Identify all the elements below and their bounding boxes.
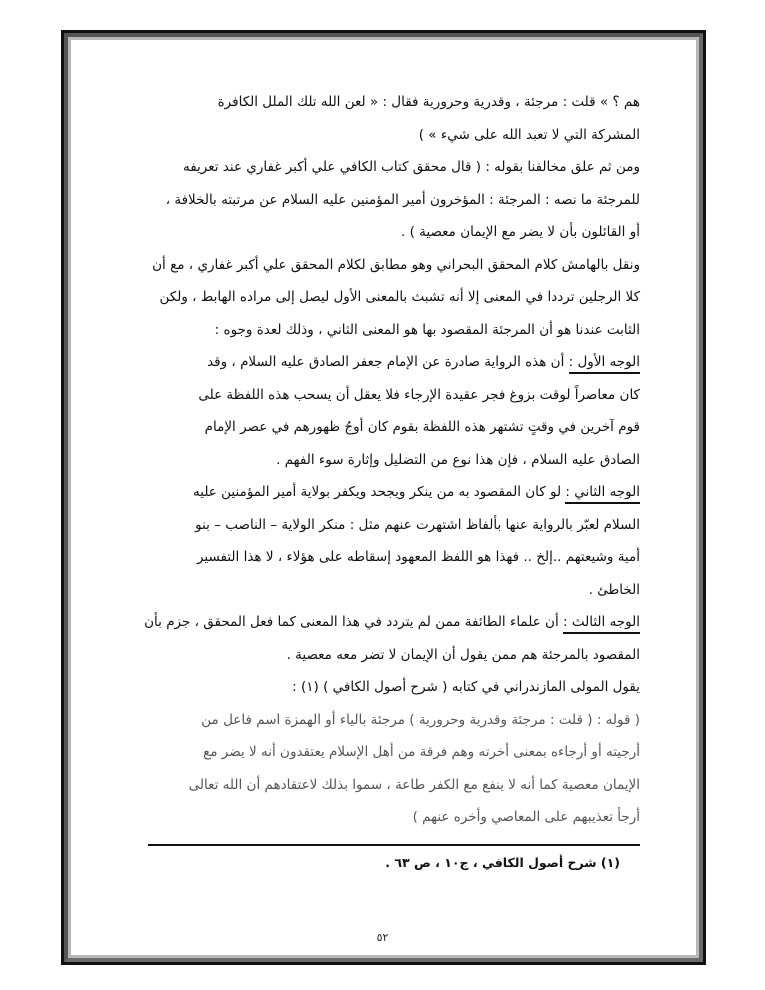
quote-line: الإيمان معصية كما أنه لا ينفع مع الكفر طاعة ، سموا بذلك لاعتقادهم أن الله تعالى (188, 776, 640, 793)
text-line: للمرجئة ما نصه : المرجئة : المؤخرون أمير المؤمنين عليه السلام عن مرتبته بالخلافة ، (165, 191, 640, 208)
first-reason-heading: الوجه الأول : (569, 354, 640, 374)
text-line: السلام لعبّر بالرواية عنها بألفاظ اشتهرت عنهم مثل : منكر الولاية – الناصب – بنو (195, 516, 640, 533)
citation-intro: يقول المولى المازندراني في كتابه ( شرح أصول الكافي ) (١) : (292, 679, 640, 695)
text-span: أن علماء الطائفة ممن لم يتردد في هذا المعنى كما فعل المحقق ، جزم بأن (144, 614, 559, 630)
text-line: الثابت عندنا هو أن المرجئة المقصود بها هو المعنى الثاني ، وذلك لعدة وجوه : (214, 321, 640, 338)
text-line: هم ؟ » قلت : مرجئة ، وقدرية وحرورية فقال : « لعن الله تلك الملل الكافرة (217, 94, 640, 110)
text-span: أن هذه الرواية صادرة عن الإمام جعفر الصادق عليه السلام ، وقد (207, 354, 565, 370)
text-line: المقصود بالمرجئة هم ممن يقول أن الإيمان لا تضر معه معصية . (286, 646, 640, 663)
quote-line: أرجيته أو أرجاءه بمعنى أخرته وهم فرقة من أهل الإسلام يعتقدون أنه لا يضر مع (203, 744, 640, 760)
footnote-divider (148, 844, 640, 846)
text-line: كلا الرجلين ترددا في المعنى إلا أنه تشبث بالمعنى الأول ليصل إلى مراده الهابط ، ولكن (159, 289, 640, 305)
third-reason-heading: الوجه الثالث : (563, 614, 640, 634)
text-span: لو كان المقصود به من ينكر ويجحد ويكفر بولاية أمير المؤمنين عليه (193, 484, 562, 500)
second-reason-line (148, 478, 640, 511)
text-line: ومن ثم علق مخالفنا بقوله : ( قال محقق كتاب الكافي علي أكبر غفاري عند تعريفه (182, 159, 640, 175)
text-line: كان معاصراً لوقت بزوغ فجر عقيدة الإرجاء فلا يعقل أن يسحب هذه اللفظة على (198, 386, 640, 403)
text-line: الخاطئ . (588, 581, 640, 598)
text-line: ونقل بالهامش كلام المحقق البحراني وهو مطابق لكلام المحقق علي أكبر غفاري ، مع أن (152, 256, 640, 273)
text-line: أو القائلون بأن لا يضر مع الإيمان معصية ) . (401, 224, 640, 240)
text-line: المشركة التي لا تعبد الله على شيء » ) (418, 126, 640, 143)
text-line: قوم آخرين في وقتٍ تشتهر هذه اللفظة بقوم كان أوجُ ظهورهم في عصر الإمام (204, 419, 640, 435)
page-number: ٥٢ (376, 931, 389, 944)
third-reason-line (144, 608, 640, 641)
second-reason-heading: الوجه الثاني : (565, 484, 640, 504)
quote-line: ( قوله : ( قلت : مرجئة وقدرية وحرورية ) مرجئة بالياء أو الهمزة اسم فاعل من (201, 711, 640, 728)
quote-line: أرجأ تعذيبهم على المعاصي وأخره عنهم ) (412, 809, 640, 825)
text-line: أمية وشيعتهم ..إلخ .. فهذا هو اللفظ المعهود إسقاطه على هؤلاء ، لا هذا التفسير (196, 549, 640, 565)
first-reason-line (148, 348, 640, 381)
text-line: الصادق عليه السلام ، فإن هذا نوع من التضليل وإثارة سوء الفهم . (276, 451, 640, 468)
footnote: (١) شرح أصول الكافي ، ج١٠ ، ص ٦٣ . (385, 855, 620, 870)
body-text (144, 88, 640, 836)
